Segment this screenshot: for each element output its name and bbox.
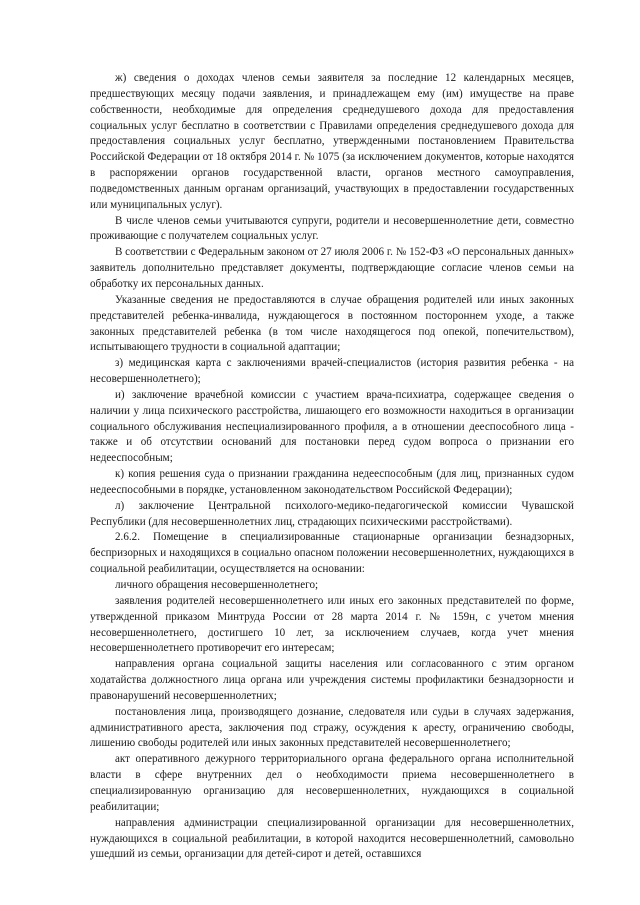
paragraph-i-psychiatric-conclusion: и) заключение врачебной комиссии с участием врача-психиатра, содержащее сведения о наличии у лица психического расстройства, лишающего его возможности находиться в организации социального обслуживания неспециализированного профиля, а в отношении дееспособного лица - также и об отсутствии оснований для постановки перед судом вопроса о признании его недееспособным; <box>90 388 574 465</box>
paragraph-z-medical-card: з) медицинская карта с заключениями врачей-специалистов (история развития ребенка - на несовершеннолетнего); <box>90 357 574 386</box>
paragraph-info-exemption: Указанные сведения не предоставляются в случае обращения родителей или иных законных представителей ребенка-инвалида, нуждающегося в постоянном постороннем уходе, а также законных представителей ребенка (в том числе находящегося под опекой, попечительством), испытывающего трудности в социальной адаптации; <box>90 293 574 354</box>
paragraph-family-members: В числе членов семьи учитываются супруги, родители и несовершеннолетние дети, совместно проживающие с получателем социальных услуг. <box>90 214 574 243</box>
paragraph-k-court-decision: к) копия решения суда о признании гражданина недееспособным (для лиц, признанных судом недееспособными в порядке, установленном законодательством Российской Федерации); <box>90 468 574 496</box>
paragraph-social-protection-referral: направления органа социальной защиты населения или согласованного с этим органом ходатайства должностного лица органа или учреждения системы профилактики безнадзорности и правонарушений несовершеннолетних; <box>90 658 574 702</box>
paragraph-personal-data-law: В соответствии с Федеральным законом от 27 июля 2006 г. № 152-ФЗ «О персональных данных» заявитель дополнительно представляет документы, подтверждающие согласие членов семьи на обработку их персональных данных. <box>90 246 574 290</box>
paragraph-investigator-resolution: постановления лица, производящего дознание, следователя или судьи в случаях задержания, административного ареста, заключения под стражу, осуждения к аресту, ограничению свободы, лишению свободы родителей или иных законных представителей несовершеннолетнего; <box>90 705 574 750</box>
paragraph-zh-income-info: ж) сведения о доходах членов семьи заявителя за последние 12 календарных месяцев, предшествующих месяцу подачи заявления, и принадлежащем ему (им) имуществе на праве собственности, необходимые для определения среднедушевого дохода для предоставления социальных услуг бесплатно в соответствии с Правилами определения среднедушевого дохода для предоставления социальных услуг бесплатно, утвержденными постановлением Правительства Российской Федерации от 18 октября 2014 г. № 1075 (за исключением документов, которые находятся в распоряжении органов государственной власти, органов местного самоуправления, подведомственных данным органам организаций, участвующих в предоставлении государственных или муниципальных услуг). <box>90 72 574 211</box>
paragraph-administration-referral: направления администрации специализированной организации для несовершеннолетних, нуждающихся в социальной реабилитации, в которой находится несовершеннолетний, самовольно ушедший из семьи, организации для детей-сирот и детей, оставшихся <box>90 816 574 861</box>
paragraph-2-6-2-placement: 2.6.2. Помещение в специализированные стационарные организации безнадзорных, беспризорных и находящихся в социально опасном положении несовершеннолетних, нуждающихся в социальной реабилитации, осуществляется на основании: <box>90 531 574 576</box>
paragraph-parents-application: заявления родителей несовершеннолетнего или иных его законных представителей по форме, утвержденной приказом Минтруда России от 28 марта 2014 г. № 159н, с учетом мнения несовершеннолетнего, достигшего 10 лет, за исключением случаев, когда учет мнения несовершеннолетнего противоречит его интересам; <box>90 594 574 655</box>
paragraph-l-pmpk-conclusion: л) заключение Центральной психолого-медико-педагогической комиссии Чувашской Республики (для несовершеннолетних лиц, страдающих психическими расстройствами). <box>90 499 574 528</box>
paragraph-police-duty-act: акт оперативного дежурного территориального органа федерального органа исполнительной власти в сфере внутренних дел о необходимости приема несовершеннолетнего в специализированную организацию для несовершеннолетних, нуждающихся в социальной реабилитации; <box>90 753 574 813</box>
paragraph-personal-appeal: личного обращения несовершеннолетнего; <box>115 579 319 591</box>
document-page <box>90 71 574 863</box>
